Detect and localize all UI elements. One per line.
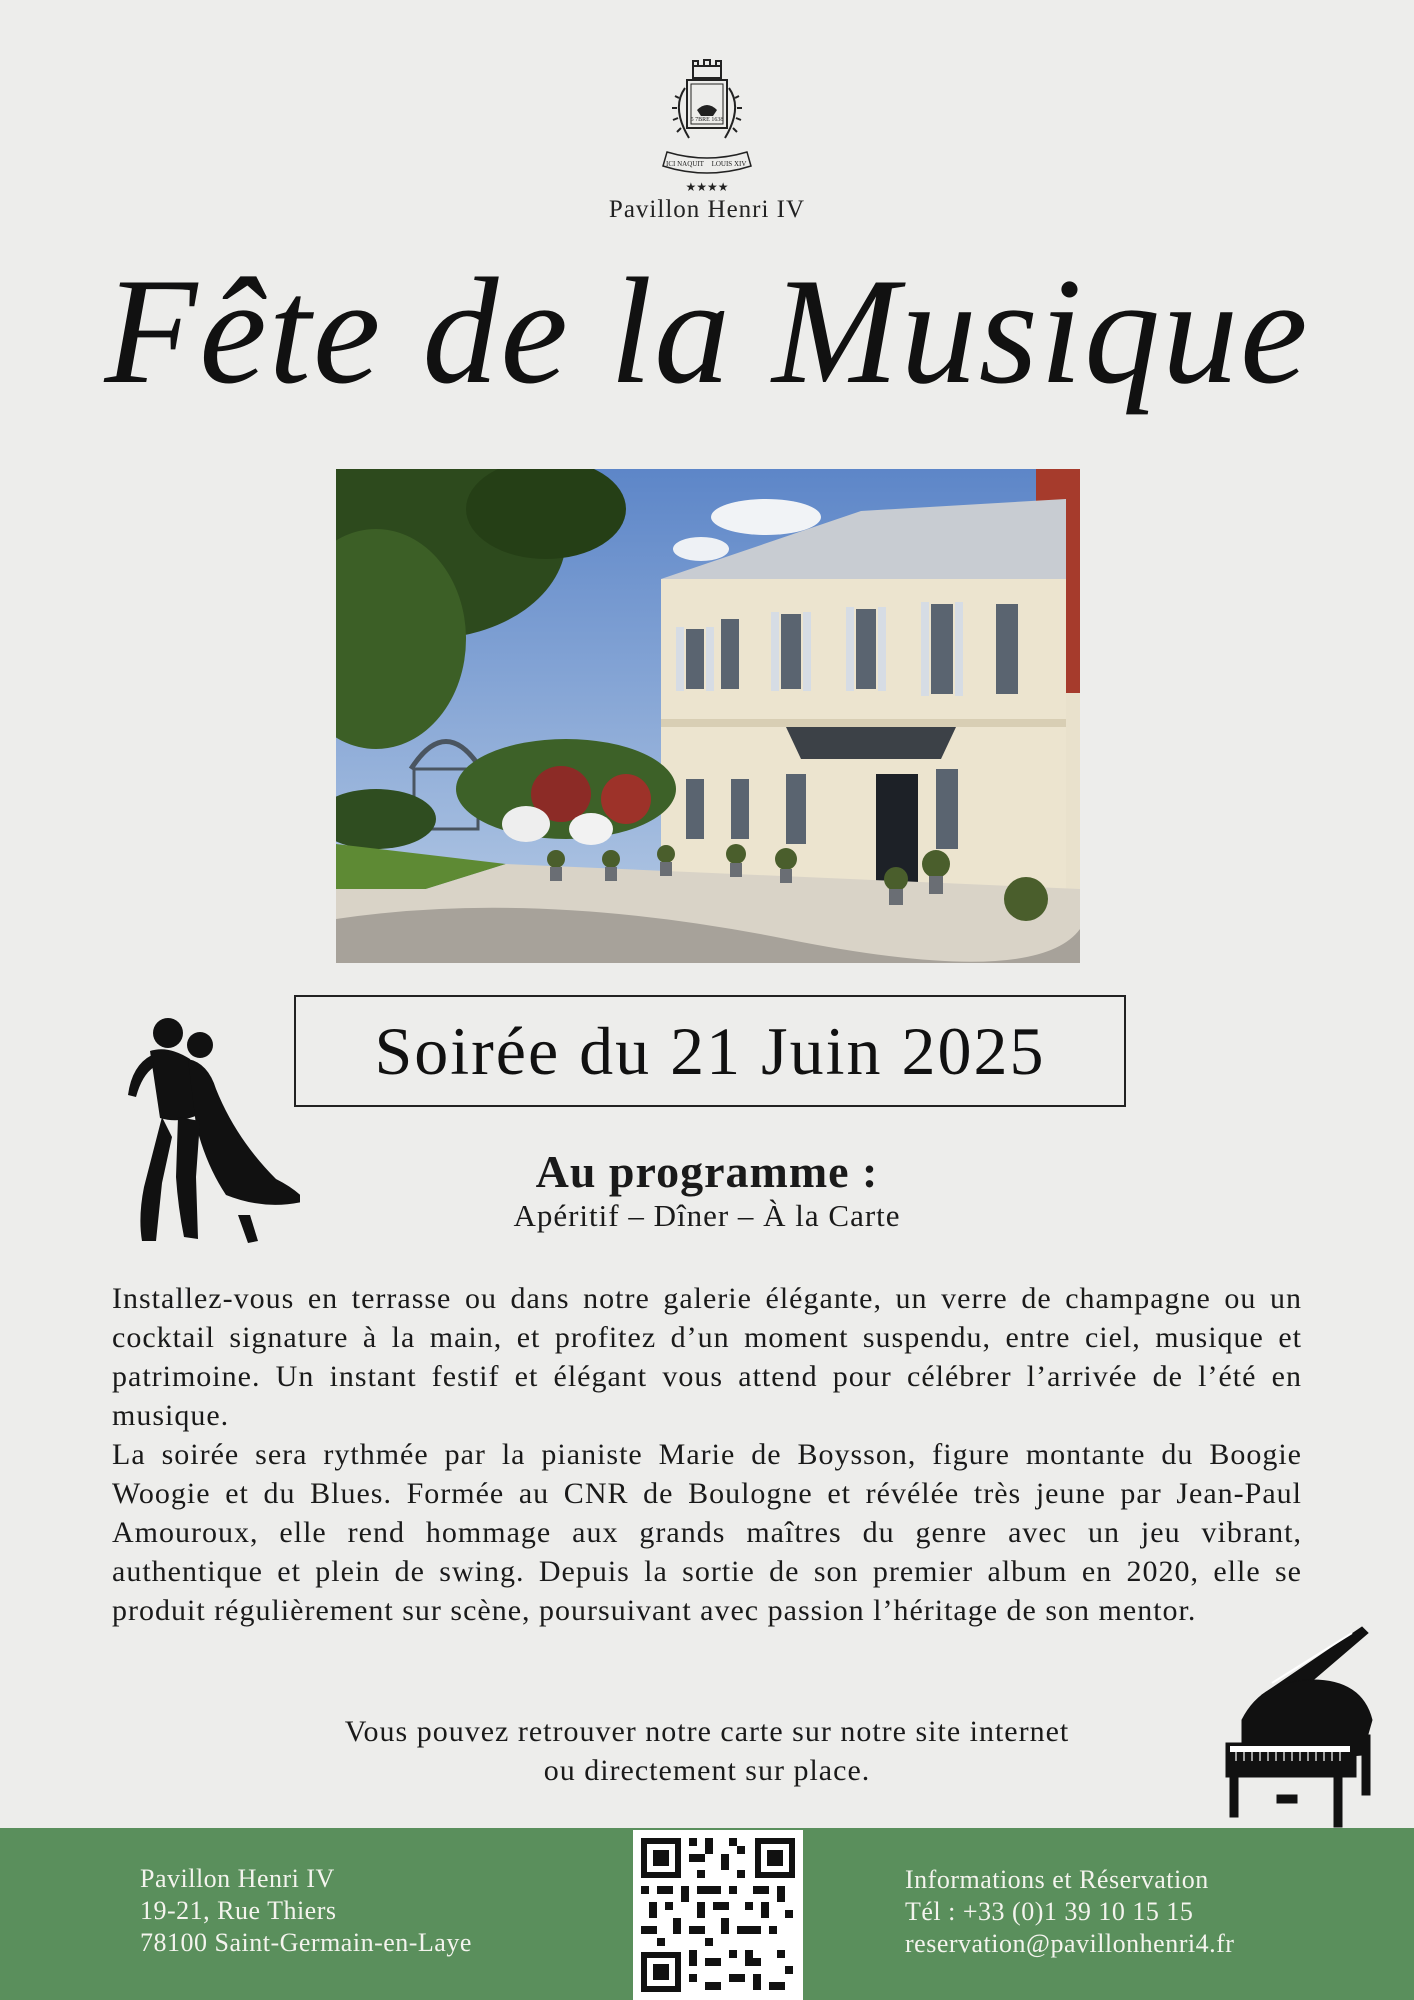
closing-note xyxy=(200,1712,1214,1790)
svg-text:5 7BRE 1638: 5 7BRE 1638 xyxy=(690,117,724,123)
footer-street: 19-21, Rue Thiers xyxy=(140,1896,337,1925)
contact-email[interactable]: reservation@pavillonhenri4.fr xyxy=(905,1929,1235,1958)
svg-text:LOUIS XIV: LOUIS XIV xyxy=(711,160,747,168)
contact-phone[interactable]: Tél : +33 (0)1 39 10 15 15 xyxy=(905,1897,1194,1926)
closing-line-2: ou directement sur place. xyxy=(543,1754,871,1787)
footer-address xyxy=(140,1863,472,1959)
pavilion-photo xyxy=(336,469,1080,963)
event-date: Soirée du 21 Juin 2025 xyxy=(374,1012,1046,1089)
grand-piano-icon xyxy=(1222,1625,1382,1830)
programme-items: Apéritif – Dîner – À la Carte xyxy=(513,1198,901,1233)
page-title: Fête de la Musique xyxy=(104,247,1310,415)
artist-paragraph: La soirée sera rythmée par la pianiste Marie de Boysson, figure montante du Boogie Woogie et du Blues. Formée au CNR de Boulogne et révélée très jeune par Jean-Paul Amouroux, elle rend hommage aux grands maîtres du genre avec un jeu vibrant, authentique et plein de swing. Depuis la sortie de son premier album en 2020, elle se produit régulièrement sur scène, poursuivant avec passion l’héritage de son mentor. xyxy=(112,1438,1302,1627)
footer-city: 78100 Saint-Germain-en-Laye xyxy=(140,1928,472,1957)
contact-heading: Informations et Réservation xyxy=(905,1865,1209,1894)
svg-text:ICI NAQUIT: ICI NAQUIT xyxy=(666,160,704,168)
brand-name: Pavillon Henri IV xyxy=(608,196,806,223)
closing-line-1: Vous pouvez retrouver notre carte sur notre site internet xyxy=(344,1715,1070,1748)
intro-paragraph: Installez-vous en terrasse ou dans notre galerie élégante, un verre de champagne ou un cocktail signature à la main, et profitez d’un moment suspendu, entre ciel, musique et patrimoine. Un instant festif et élégant vous attend pour célébrer l’arrivée de l’été en musique. xyxy=(112,1282,1302,1432)
event-date-box xyxy=(294,995,1126,1107)
programme-heading: Au programme : xyxy=(535,1146,879,1197)
footer-hotel-name: Pavillon Henri IV xyxy=(140,1864,335,1893)
hotel-crest-icon xyxy=(657,58,757,208)
footer-contact xyxy=(905,1864,1234,1960)
svg-text:★★★★: ★★★★ xyxy=(685,180,729,194)
qr-code-icon[interactable] xyxy=(633,1830,803,2000)
